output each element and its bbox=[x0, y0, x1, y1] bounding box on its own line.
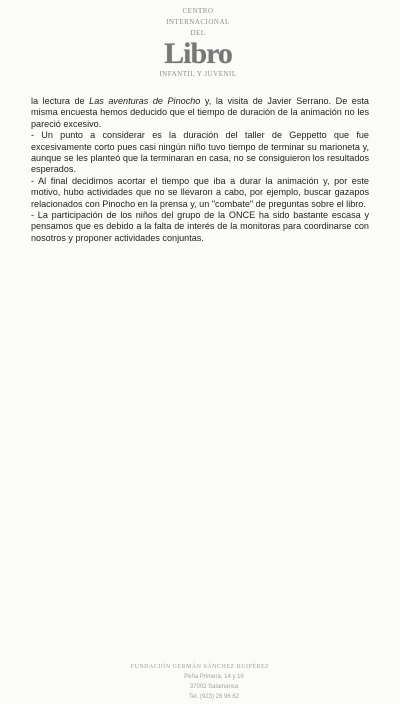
paragraph-1-start: la lectura de bbox=[31, 96, 90, 106]
paragraph-2: - Un punto a considerar es la duración del taller de Geppetto que fue excesivamente corto pues casi ningún niño tuvo tiempo de terminar su marioneta y, aunque se les planteó que la terminaran en casa, no se consiguieron los resultados esperados. bbox=[31, 130, 369, 175]
footer-foundation-name: FUNDACIÓN GERMÁN SÁNCHEZ RUIPÉREZ bbox=[130, 664, 270, 670]
paragraph-3: - Al final decidimos acortar el tiempo que iba a durar la animación y, por este motivo, hubo actividades que no se llevaron a cabo, por ejemplo, buscar gazapos relacionados con Pinocho en la prensa y, un "combate" de preguntas sobre el libro. bbox=[31, 175, 369, 209]
letterhead-line-2: INTERNACIONAL bbox=[166, 18, 230, 26]
letterhead-line-3: DEL bbox=[190, 29, 206, 37]
footer-city: 37002 Salamanca bbox=[189, 684, 239, 690]
paragraph-1 bbox=[31, 96, 369, 130]
document-body bbox=[31, 96, 369, 244]
paragraph-1-end: y, la visita de Javier Serrano. De esta misma encuesta hemos deducido que el tiempo de duración de la animación no les pareció excesivo. bbox=[31, 96, 369, 129]
letterhead-line-5: INFANTIL Y JUVENIL bbox=[159, 70, 237, 78]
footer-address: Peña Primera, 14 y 16 bbox=[184, 674, 244, 680]
footer-phone: Tel. (923) 26 96 62 bbox=[188, 694, 240, 700]
letterhead-footer bbox=[100, 662, 300, 702]
book-title: Las aventuras de Pinocho bbox=[89, 96, 201, 106]
letterhead-line-4: Libro bbox=[164, 37, 232, 70]
letterhead-logo bbox=[118, 5, 278, 85]
paragraph-4: - La participación de los niños del grupo de la ONCE ha sido bastante escasa y pensamos que es debido a la falta de interés de la monitoras para coordinarse con nosotros y proponer actividades conjuntas. bbox=[31, 210, 369, 243]
letterhead-line-1: CENTRO bbox=[182, 7, 214, 15]
